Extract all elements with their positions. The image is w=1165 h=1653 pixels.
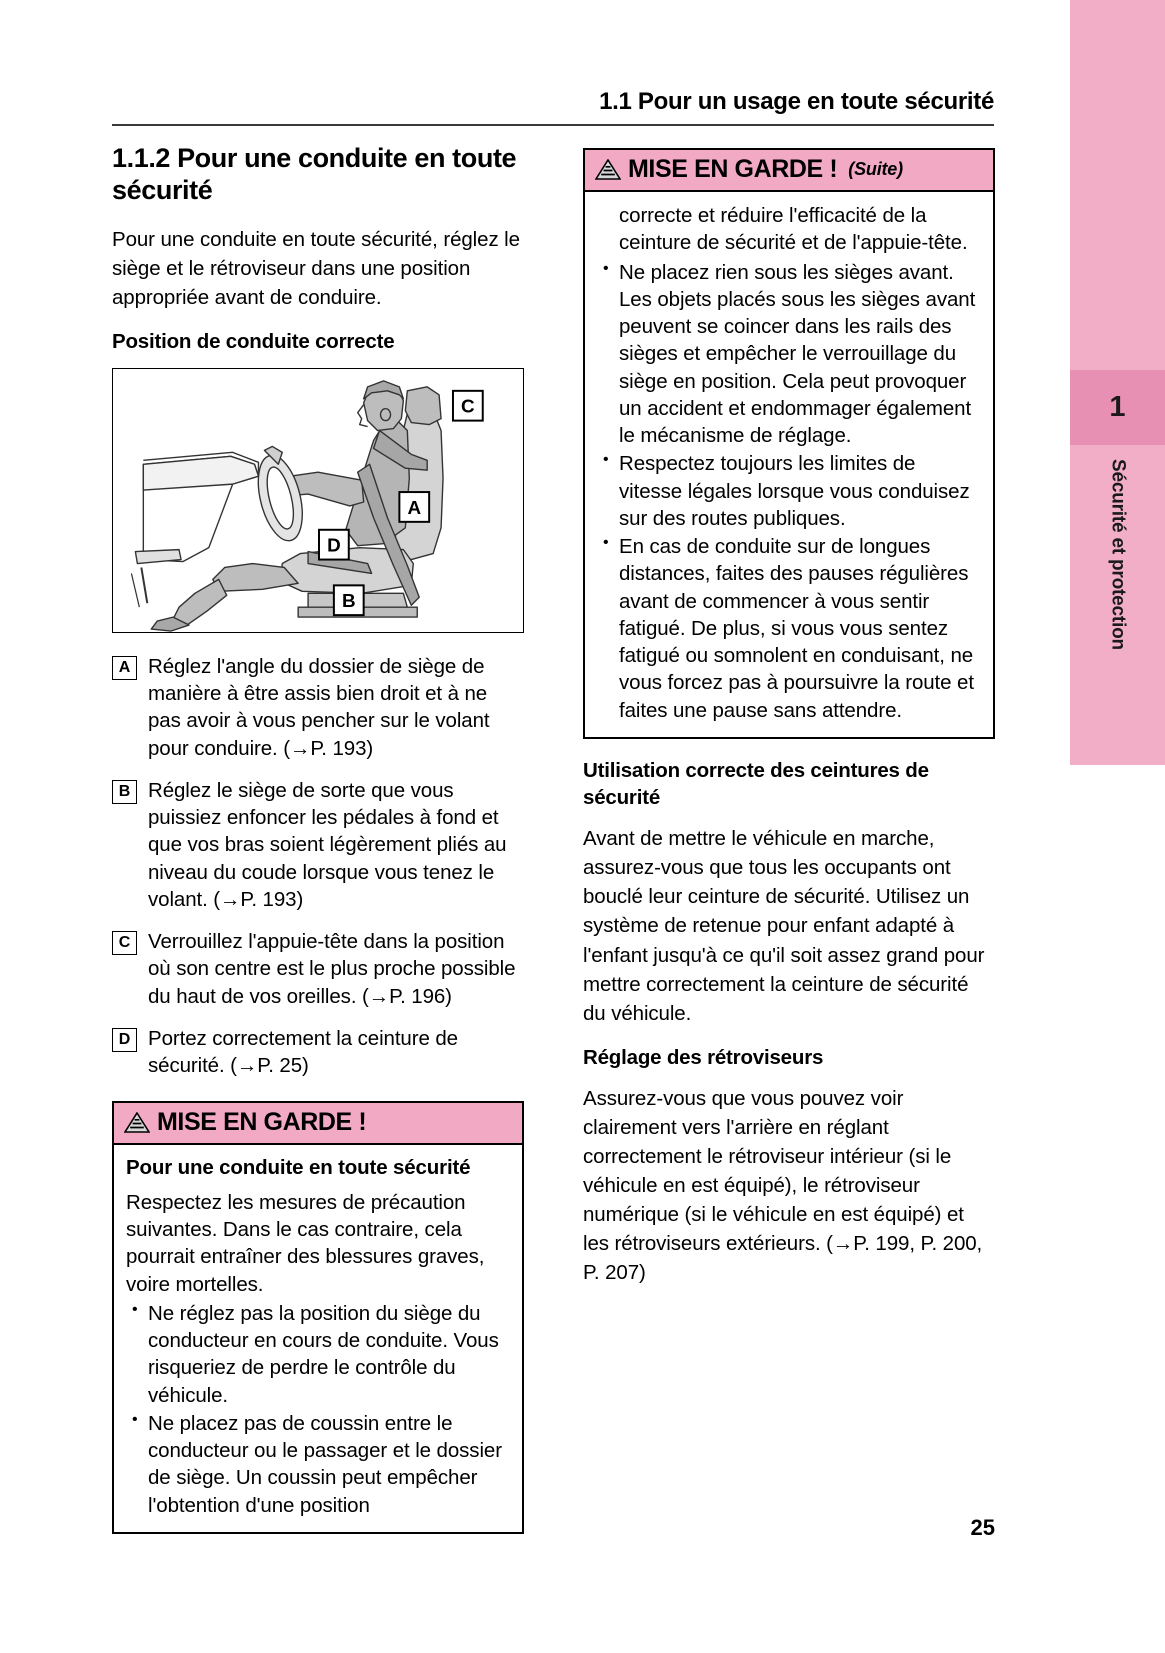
- section-title-text: Pour une conduite en toute sécurité: [112, 143, 517, 206]
- figure-heading: Position de conduite correcte: [112, 330, 395, 354]
- warning-body: [114, 1145, 522, 1532]
- warning-continued-label: (Suite): [848, 159, 903, 179]
- chapter-number: 1: [1070, 370, 1165, 445]
- warning-box-right: [583, 148, 995, 739]
- warning-intro: Respectez les mesures de précaution suivantes. Dans le cas contraire, cela pourrait entraîner des blessures graves, voire mortelles.: [126, 1190, 485, 1296]
- warning-bullet: • Respectez toujours les limites de vitesse légales lorsque vous conduisez sur des routes publiques.: [597, 450, 983, 532]
- intro-paragraph: Pour une conduite en toute sécurité, réglez le siège et le rétroviseur dans une position appropriée avant de conduire.: [112, 227, 520, 309]
- warning-title: MISE EN GARDE !: [628, 155, 838, 183]
- list-item: [112, 1025, 524, 1080]
- warning-triangle-icon: [595, 159, 621, 180]
- list-item: [112, 653, 524, 762]
- warning-bullet-list: [126, 1300, 512, 1519]
- warning-heading: Pour une conduite en toute sécurité: [126, 1156, 471, 1180]
- section-body-seatbelts: Avant de mettre le véhicule en marche, assurez-vous que tous les occupants ont bouclé leur ceinture de sécurité. Utilisez un système de retenue pour enfant adapté à l'enfant jusqu'à ce qu'il soit assez grand pour mettre correctement la ceinture de sécurité du véhicule.: [583, 827, 985, 1025]
- callout-text-b: Réglez le siège de sorte que vous puissiez enfoncer les pédales à fond et que vos bras soient légèrement pliés au niveau du coude lorsque vous tenez le volant. (→P. 193): [148, 778, 507, 911]
- list-item: [112, 928, 524, 1010]
- running-head: 1.1 Pour un usage en toute sécurité: [599, 88, 994, 115]
- warning-bullet: • En cas de conduite sur de longues distances, faites des pauses régulières avant de commencer à vous sentir fatigué. De plus, si vous vous sentez fatigué ou somnolent en conduisant, ne vous forcez pas à poursuivre la route et faites une pause sans attendre.: [597, 533, 983, 724]
- section-body-mirrors: Assurez-vous que vous pouvez voir clairement vers l'arrière en réglant correctement le rétroviseur intérieur (si le véhicule en est équipé), le rétroviseur numérique (si le véhicule en est équipé) et les rétroviseurs extérieurs. (→P. 199, P. 200, P. 207): [583, 1086, 983, 1285]
- svg-text:B: B: [341, 589, 356, 611]
- warning-bullet-list: [597, 259, 983, 724]
- chapter-side-tab: [1070, 0, 1165, 765]
- callout-text-c: Verrouillez l'appuie-tête dans la position où son centre est le plus proche possible du haut de vos oreilles. (→P. 196): [148, 930, 516, 1008]
- page-title: [112, 142, 524, 207]
- warning-header-continued: [585, 150, 993, 192]
- section-number: 1.1.2: [112, 143, 171, 173]
- warning-title: MISE EN GARDE !: [157, 1108, 367, 1137]
- chapter-label-text: Sécurité et protection: [1107, 459, 1129, 650]
- warning-header: [114, 1103, 522, 1145]
- warning-bullet: • Ne placez rien sous les sièges avant. Les objets placés sous les sièges avant peuvent se coincer dans les rails des sièges et empêcher le verrouillage du siège en position. Cela peut provoquer un accident et endommager également le mécanisme de réglage.: [597, 259, 983, 450]
- section-heading-mirrors: Réglage des rétroviseurs: [583, 1045, 824, 1069]
- callout-badge-c: C: [112, 931, 137, 955]
- header-divider: [112, 124, 994, 126]
- chapter-label: [1070, 455, 1165, 755]
- warning-triangle-icon: [124, 1112, 150, 1133]
- callout-text-a: Réglez l'angle du dossier de siège de manière à être assis bien droit et à ne pas avoir à vous pencher sur le volant pour conduire. (→P. 193): [148, 654, 490, 760]
- warning-box-left: [112, 1101, 524, 1534]
- svg-text:C: C: [461, 395, 475, 417]
- svg-text:D: D: [327, 534, 341, 556]
- callout-text-d: Portez correctement la ceinture de sécurité. (→P. 25): [148, 1026, 458, 1078]
- warning-bullet: • Ne réglez pas la position du siège du conducteur en cours de conduite. Vous risqueriez de perdre le contrôle du véhicule.: [126, 1300, 512, 1409]
- left-column: [112, 142, 524, 1534]
- right-column: [583, 148, 995, 1303]
- list-item: [112, 777, 524, 913]
- warning-continued-text: correcte et réduire l'efficacité de la ceinture de sécurité et de l'appuie-tête.: [619, 204, 968, 255]
- page-number: 25: [970, 1515, 995, 1540]
- callout-badge-a: A: [112, 656, 137, 680]
- warning-bullet: • Ne placez pas de coussin entre le conducteur ou le passager et le dossier de siège. Un coussin peut empêcher l'obtention d'une position: [126, 1410, 512, 1519]
- section-heading-seatbelts: Utilisation correcte des ceintures de sécurité: [583, 758, 929, 810]
- driving-position-illustration: [112, 368, 524, 633]
- callout-badge-d: D: [112, 1028, 137, 1052]
- callout-badge-b: B: [112, 780, 137, 804]
- warning-body: [585, 192, 993, 737]
- svg-text:A: A: [407, 496, 422, 518]
